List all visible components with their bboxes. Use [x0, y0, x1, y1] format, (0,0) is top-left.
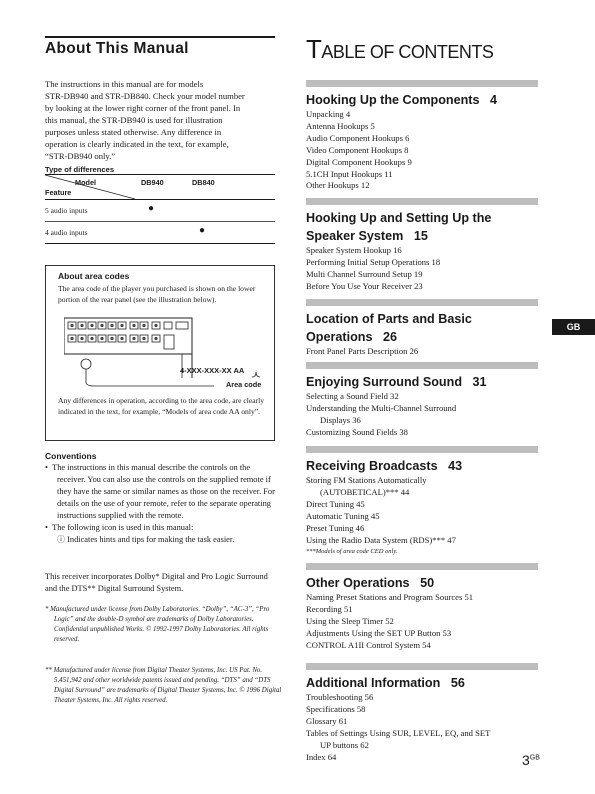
area-codes-note: Any differences in operation, according to the area code, are clearly indicated in the text, for example, “Models of area code AA only”.: [58, 396, 265, 416]
section-items: [306, 109, 538, 192]
intro-line: operation is clearly indicated in the text, for example,: [45, 139, 229, 149]
area-codes-text: The area code of the player you purchased is shown on the lower portion of the rear panel (see the illustration below).: [58, 284, 256, 304]
section-heading[interactable]: Receiving Broadcasts 43: [306, 459, 463, 473]
differences-table: [45, 174, 275, 244]
toc-section: [306, 663, 538, 763]
toc-section: [306, 563, 538, 652]
toc-entry[interactable]: (AUTOBETICAL)*** 44: [320, 486, 410, 497]
toc-section: [306, 362, 538, 439]
section-heading[interactable]: Hooking Up and Setting Up the Speaker System 15: [306, 211, 492, 243]
toc-entry[interactable]: Using the Radio Data System (RDS)*** 47: [306, 534, 456, 545]
about-section: [45, 36, 275, 244]
toc-entry[interactable]: Adjustments Using the SET UP Button 53: [306, 627, 452, 638]
toc-entry[interactable]: Glossary 61: [306, 715, 348, 726]
toc-entry[interactable]: Before You Use Your Receiver 23: [306, 280, 423, 291]
section-bar: [306, 446, 538, 453]
section-page: 56: [450, 676, 465, 690]
section-bar: [306, 299, 538, 306]
toc-entry[interactable]: Understanding the Multi-Channel Surround: [306, 402, 457, 413]
page-number: $3^{GB}$: [522, 752, 540, 768]
toc-entry[interactable]: Tables of Settings Using SUR, LEVEL, EQ, and SET: [306, 727, 491, 738]
about-intro: [45, 78, 275, 162]
bullet-text: The following icon is used in this manual:: [52, 523, 194, 532]
toc-entry[interactable]: Direct Tuning 45: [306, 498, 365, 509]
intro-line: purposes unless stated otherwise. Any difference in: [45, 127, 222, 137]
section-items: [306, 692, 538, 763]
section-heading[interactable]: Hooking Up the Components 4: [306, 93, 498, 107]
region-tab: GB: [552, 319, 595, 335]
toc-entry[interactable]: Recording 51: [306, 603, 353, 614]
intro-line: by looking at the lower right corner of the front panel. In: [45, 103, 241, 113]
section-heading[interactable]: Enjoying Surround Sound 31: [306, 375, 487, 389]
area-code-caption: Area code: [226, 380, 262, 389]
toc-entry[interactable]: CONTROL A1II Control System 54: [306, 639, 431, 650]
row-mark: ●: [148, 203, 155, 214]
section-heading[interactable]: Other Operations 50: [306, 576, 435, 590]
intro-line: this manual, the STR-DB940 is used for illustration: [45, 115, 223, 125]
section-note: ***Models of area code CED only.: [306, 548, 398, 556]
toc-section: [306, 446, 538, 558]
intro-line: STR-DB940 and STR-DB840. Check your model number: [45, 91, 245, 101]
toc-title-rest: ABLE OF CONTENTS: [321, 42, 494, 62]
area-codes-title: About area codes: [58, 271, 130, 281]
toc-entry[interactable]: Troubleshooting 56: [306, 692, 374, 702]
conventions-bullet: • The following icon is used in this manual:: [45, 523, 194, 532]
intro-line: “STR-DB940 only.”: [45, 151, 116, 161]
section-items: [306, 592, 538, 652]
row-feature: 4 audio inputs: [45, 228, 88, 237]
toc-entry[interactable]: Multi Channel Surround Setup 19: [306, 268, 423, 279]
section-items: [306, 346, 538, 358]
toc-entry[interactable]: Performing Initial Setup Operations 18: [306, 256, 441, 267]
section-page: 43: [448, 459, 463, 473]
footnote-dts: ** Manufactured under license from Digital Theater Systems, Inc. US Pat. No. 5,451,942 and other worldwide patents issued and pending. “DTS” and “DTS Digital Surround” are trademarks of Digital Theater Systems, Inc. © 1996 Digital Theater Systems, Inc. All rights reserved.: [45, 667, 282, 704]
table-row: [45, 222, 275, 244]
toc-entry[interactable]: Specifications 58: [306, 703, 366, 714]
toc-entry[interactable]: Other Hookups 12: [306, 180, 370, 191]
rear-panel-illustration: [64, 308, 264, 390]
section-page: 4: [490, 93, 498, 107]
section-bar: [306, 663, 538, 670]
toc-section: [306, 198, 538, 293]
tip-text: Indicates hints and tips for making the task easier.: [67, 535, 235, 544]
tip-line: [45, 534, 277, 546]
conventions-title: Conventions: [45, 451, 97, 461]
toc-entry[interactable]: Automatic Tuning 45: [306, 510, 380, 521]
tip-icon: ⓘ: [57, 535, 65, 544]
section-items: [306, 475, 538, 558]
col-db940: DB940: [141, 178, 164, 187]
feature-label: Feature: [45, 188, 72, 197]
row-mark: ●: [199, 225, 206, 236]
toc-entry[interactable]: 5.1CH Input Hookups 11: [306, 168, 393, 179]
conventions-section: [45, 451, 277, 546]
section-page: 26: [382, 330, 397, 344]
toc-entry[interactable]: Customizing Sound Fields 38: [306, 426, 408, 437]
table-row: [45, 200, 275, 222]
section-page: 50: [420, 576, 435, 590]
toc-entry[interactable]: Antenna Hookups 5: [306, 120, 375, 131]
section-bar: [306, 198, 538, 205]
toc-entry[interactable]: Front Panel Parts Description 26: [306, 346, 419, 356]
toc-entry[interactable]: Storing FM Stations Automatically: [306, 475, 427, 485]
conventions-bullet: • The instructions in this manual describe the controls on the receiver. You can also use the controls on the supplied remote if they have the same or similar names as those on the receiver. For details on the use of your remote, refer to the separate operating instructions supplied with the remote.: [45, 463, 275, 520]
toc-section: [306, 80, 538, 192]
toc-entry[interactable]: Video Component Hookups 8: [306, 144, 409, 155]
toc-entry[interactable]: Digital Component Hookups 9: [306, 156, 412, 167]
table-header: [45, 174, 275, 200]
toc-section: [306, 299, 538, 358]
section-heading[interactable]: Location of Parts and Basic Operations 26: [306, 312, 472, 344]
area-codes-box: [45, 265, 275, 441]
toc-entry[interactable]: Displays 36: [320, 414, 361, 425]
toc-entry[interactable]: Unpacking 4: [306, 109, 351, 119]
section-page: 15: [413, 229, 428, 243]
model-label: Model: [75, 178, 97, 187]
footnote-dolby: * Manufactured under license from Dolby Laboratories. “Dolby”, “AC-3”, “Pro Logic” and the double-D symbol are trademarks of Dolby Laboratories. Confidential unpublished Works. © 1992-1997 Dolby Laboratories. All rights reserved.: [45, 606, 270, 643]
page-suffix: GB: [529, 754, 540, 762]
section-heading[interactable]: Additional Information 56: [306, 676, 465, 690]
toc-entry[interactable]: Using the Sleep Timer 52: [306, 615, 394, 626]
about-heading: About This Manual: [45, 36, 275, 58]
toc-entry[interactable]: Audio Component Hookups 6: [306, 132, 410, 143]
toc-entry[interactable]: Preset Tuning 46: [306, 522, 365, 533]
toc-title-initial: T: [306, 34, 322, 64]
toc-entry[interactable]: UP buttons 62: [320, 739, 369, 750]
col-db840: DB840: [192, 178, 215, 187]
section-items: [306, 391, 538, 439]
toc-entry[interactable]: Index 64: [306, 751, 337, 762]
row-feature: 5 audio inputs: [45, 206, 88, 215]
type-of-differences: Type of differences: [45, 165, 115, 174]
section-bar: [306, 362, 538, 369]
toc-entry[interactable]: Selecting a Sound Field 32: [306, 391, 399, 401]
toc-title: [306, 34, 493, 65]
dolby-statement: This receiver incorporates Dolby* Digital and Pro Logic Surround and the DTS** Digital Surround System.: [45, 572, 268, 593]
intro-line: The instructions in this manual are for models: [45, 79, 204, 89]
bullet-text: The instructions in this manual describe the controls on the receiver. You can also use the controls on the supplied remote if they have the same or similar names as those on the receiver. For details on the use of your remote, refer to the separate operating instructions supplied with the remote.: [52, 463, 275, 520]
area-code-label: 4-XXX-XXX-XX AA: [180, 366, 245, 375]
section-bar: [306, 563, 538, 570]
toc-entry[interactable]: Speaker System Hookup 16: [306, 245, 402, 255]
section-bar: [306, 80, 538, 87]
section-items: [306, 245, 538, 293]
section-page: 31: [472, 375, 487, 389]
toc-entry[interactable]: Naming Preset Stations and Program Sources 51: [306, 592, 474, 602]
